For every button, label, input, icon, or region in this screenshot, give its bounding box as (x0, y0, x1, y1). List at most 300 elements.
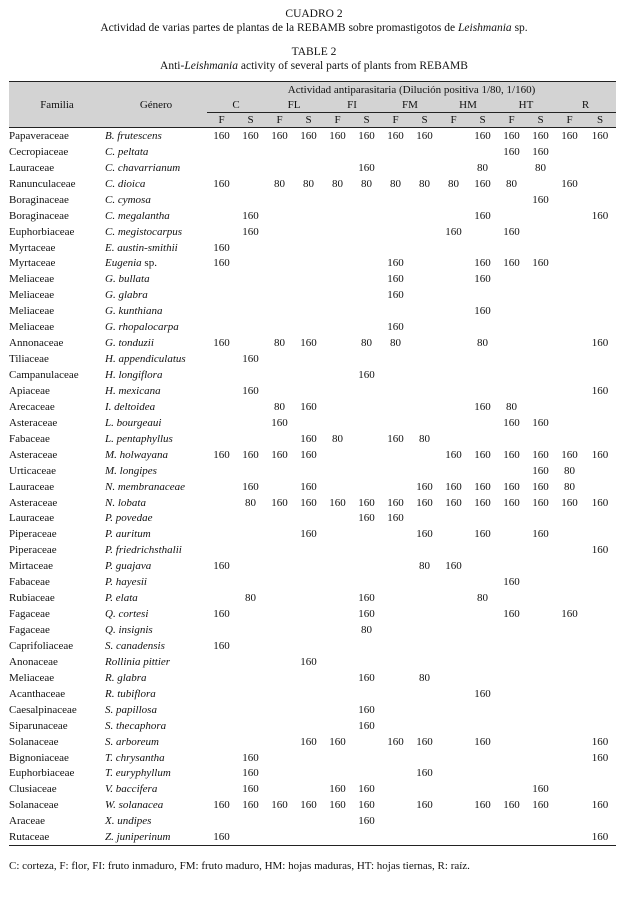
value-cell (236, 702, 265, 718)
value-cell (236, 526, 265, 542)
value-cell (265, 654, 294, 670)
value-cell (526, 558, 555, 574)
value-cell (381, 590, 410, 606)
value-cell (468, 622, 497, 638)
genero-name: Eugenia (105, 257, 142, 270)
genero-cell (105, 303, 207, 319)
familia-cell: Asteraceae (9, 416, 58, 429)
value-cell: 160 (474, 209, 491, 222)
value-cell: 160 (474, 257, 491, 270)
value-cell (584, 303, 616, 319)
spanish-caption (0, 21, 628, 35)
sub-header: S (236, 113, 265, 128)
value-cell (352, 463, 381, 479)
value-cell (381, 670, 410, 686)
value-cell (439, 367, 468, 383)
value-cell (584, 766, 616, 782)
value-cell (439, 351, 468, 367)
value-cell (265, 463, 294, 479)
value-cell (439, 383, 468, 399)
table-row (9, 383, 616, 399)
familia-cell: Papaveraceae (9, 129, 69, 142)
genero-cell (105, 287, 207, 303)
value-cell: 160 (532, 193, 549, 206)
value-cell: 160 (300, 448, 317, 461)
value-cell: 80 (419, 671, 430, 684)
value-cell (468, 144, 497, 160)
value-cell (323, 383, 352, 399)
value-cell (207, 654, 236, 670)
value-cell: 160 (474, 129, 491, 142)
value-cell: 80 (390, 177, 401, 190)
table-row (9, 829, 616, 845)
value-cell (236, 240, 265, 256)
value-cell (555, 526, 584, 542)
value-cell (294, 622, 323, 638)
value-cell (265, 670, 294, 686)
value-cell (555, 415, 584, 431)
value-cell (381, 686, 410, 702)
familia-cell: Cecropiaceae (9, 145, 69, 158)
footnote: C: corteza, F: flor, FI: fruto inmaduro, FM: fruto maduro, HM: hojas maduras, HT: hojas tiernas, R: raíz. (9, 860, 470, 873)
value-cell: 160 (591, 129, 609, 142)
table-body (9, 128, 616, 846)
value-cell: 80 (274, 337, 285, 350)
table-row (9, 128, 616, 144)
value-cell (439, 431, 468, 447)
genero-cell (105, 271, 207, 287)
value-cell: 160 (561, 129, 578, 142)
value-cell: 160 (242, 353, 259, 366)
value-cell: 160 (242, 767, 259, 780)
genero-cell (105, 558, 207, 574)
value-cell (555, 399, 584, 415)
value-cell (294, 287, 323, 303)
familia-cell: Araceae (9, 815, 46, 828)
value-cell (410, 447, 439, 463)
familia-cell: Lauraceae (9, 512, 55, 525)
genero-name: C. megalantha (105, 209, 170, 222)
value-cell (555, 734, 584, 750)
familia-cell: Clusiaceae (9, 783, 57, 796)
value-cell (439, 271, 468, 287)
value-cell (294, 256, 323, 272)
value-cell: 160 (242, 480, 259, 493)
value-cell: 160 (387, 496, 404, 509)
value-cell: 80 (361, 177, 372, 190)
value-cell (410, 750, 439, 766)
familia-cell: Ranunculaceae (9, 177, 76, 190)
familia-cell: Rutaceae (9, 829, 105, 845)
value-cell (265, 766, 294, 782)
value-cell (207, 303, 236, 319)
value-cell (410, 574, 439, 590)
value-cell: 160 (561, 448, 578, 461)
value-cell (497, 511, 526, 527)
value-cell (497, 829, 526, 845)
genero-cell (105, 208, 207, 224)
value-cell (468, 351, 497, 367)
value-cell (584, 160, 616, 176)
value-cell: 160 (358, 815, 375, 828)
value-cell (526, 590, 555, 606)
value-cell (555, 750, 584, 766)
value-cell (584, 351, 616, 367)
value-cell (323, 511, 352, 527)
familia-cell: Anonaceae (9, 655, 58, 668)
value-cell (294, 208, 323, 224)
sub-header: S (294, 113, 323, 128)
value-cell (323, 606, 352, 622)
value-cell: 160 (532, 145, 549, 158)
value-cell (352, 240, 381, 256)
value-cell (584, 622, 616, 638)
value-cell (439, 526, 468, 542)
familia-cell: Fabaceae (9, 576, 50, 589)
value-cell (584, 367, 616, 383)
genero-cell (105, 813, 207, 829)
value-cell: 160 (591, 496, 609, 509)
genero-cell (105, 383, 207, 399)
value-cell (584, 479, 616, 495)
value-cell: 80 (564, 480, 575, 493)
table-row (9, 287, 616, 303)
value-cell (352, 734, 381, 750)
table-header (9, 82, 616, 128)
genero-cell (105, 606, 207, 622)
value-cell (526, 176, 555, 192)
value-cell (439, 829, 468, 845)
value-cell (555, 351, 584, 367)
genero-cell (105, 622, 207, 638)
value-cell (207, 271, 236, 287)
genero-cell (105, 351, 207, 367)
value-cell (497, 287, 526, 303)
genero-name: C. megistocarpus (105, 225, 182, 238)
value-cell (526, 351, 555, 367)
value-cell (526, 287, 555, 303)
value-cell (323, 574, 352, 590)
value-cell (236, 319, 265, 335)
familia-cell: Arecaceae (9, 400, 55, 413)
value-cell: 160 (416, 129, 433, 142)
value-cell (526, 750, 555, 766)
genero-cell (105, 670, 207, 686)
value-cell (497, 750, 526, 766)
value-cell (352, 303, 381, 319)
value-cell (294, 351, 323, 367)
value-cell (352, 319, 381, 335)
value-cell (236, 829, 265, 845)
value-cell (497, 351, 526, 367)
genero-cell (105, 224, 207, 240)
value-cell (323, 367, 352, 383)
value-cell (410, 367, 439, 383)
value-cell: 160 (242, 448, 259, 461)
value-cell (352, 766, 381, 782)
value-cell (497, 526, 526, 542)
genero-cell (105, 495, 207, 511)
value-cell (265, 351, 294, 367)
value-cell (294, 319, 323, 335)
value-cell (381, 829, 410, 845)
value-cell (207, 590, 236, 606)
value-cell (323, 415, 352, 431)
value-cell (265, 638, 294, 654)
value-cell: 160 (474, 799, 491, 812)
group-header: FL (265, 98, 323, 113)
value-cell (381, 750, 410, 766)
value-cell (555, 638, 584, 654)
genero-name: G. rhopalocarpa (105, 321, 179, 334)
value-cell (323, 463, 352, 479)
value-cell (207, 766, 236, 782)
value-cell (584, 415, 616, 431)
genero-name: S. thecaphora (105, 719, 167, 732)
value-cell (294, 240, 323, 256)
group-header: C (207, 98, 265, 113)
value-cell: 80 (419, 560, 430, 573)
value-cell (323, 718, 352, 734)
group-header: FI (323, 98, 381, 113)
table-row (9, 415, 616, 431)
value-cell (439, 654, 468, 670)
genero-cell (105, 256, 207, 272)
value-cell (468, 574, 497, 590)
value-cell (584, 431, 616, 447)
genero-cell (105, 192, 207, 208)
value-cell (410, 287, 439, 303)
value-cell (236, 463, 265, 479)
value-cell (323, 542, 352, 558)
familia-cell: Siparunaceae (9, 719, 68, 732)
value-cell (584, 574, 616, 590)
familia-header: Familia (9, 82, 105, 128)
familia-cell: Piperaceae (9, 528, 57, 541)
value-cell (526, 718, 555, 734)
value-cell: 160 (213, 337, 230, 350)
value-cell (381, 367, 410, 383)
table-row (9, 335, 616, 351)
value-cell (323, 638, 352, 654)
value-cell (381, 399, 410, 415)
value-cell (236, 176, 265, 192)
value-cell (352, 750, 381, 766)
value-cell (468, 654, 497, 670)
value-cell: 160 (503, 145, 520, 158)
group-header: R (555, 98, 616, 113)
value-cell: 160 (358, 161, 375, 174)
value-cell (555, 813, 584, 829)
genero-name: I. deltoidea (105, 400, 156, 413)
sub-header: F (265, 113, 294, 128)
value-cell (381, 383, 410, 399)
genero-name: G. kunthiana (105, 305, 163, 318)
value-cell: 80 (361, 337, 372, 350)
value-cell (265, 383, 294, 399)
value-cell (526, 367, 555, 383)
value-cell (265, 160, 294, 176)
value-cell (323, 766, 352, 782)
value-cell (236, 431, 265, 447)
value-cell: 80 (477, 337, 488, 350)
value-cell: 160 (271, 448, 288, 461)
value-cell (352, 256, 381, 272)
value-cell (207, 495, 236, 511)
value-cell (381, 542, 410, 558)
value-cell: 160 (300, 432, 317, 445)
value-cell (265, 271, 294, 287)
value-cell (497, 670, 526, 686)
value-cell (410, 702, 439, 718)
familia-cell: Meliaceae (9, 273, 55, 286)
value-cell (526, 303, 555, 319)
value-cell (439, 542, 468, 558)
value-cell (468, 766, 497, 782)
table-label: TABLE 2 (291, 46, 337, 58)
value-cell (439, 718, 468, 734)
familia-cell: Asteraceae (9, 448, 58, 461)
genero-cell (105, 686, 207, 702)
value-cell (207, 224, 236, 240)
value-cell (207, 160, 236, 176)
value-cell: 160 (207, 829, 236, 845)
value-cell: 160 (532, 416, 549, 429)
value-cell (497, 319, 526, 335)
value-cell (526, 813, 555, 829)
value-cell (381, 303, 410, 319)
value-cell (526, 240, 555, 256)
value-cell (265, 734, 294, 750)
value-cell (381, 813, 410, 829)
familia-cell: Meliaceae (9, 321, 55, 334)
genero-cell (105, 463, 207, 479)
value-cell (584, 224, 616, 240)
value-cell (410, 256, 439, 272)
familia-cell: Meliaceae (9, 289, 55, 302)
value-cell (497, 240, 526, 256)
value-cell: 160 (300, 129, 317, 142)
genero-name: M. holwayana (105, 448, 168, 461)
value-cell (410, 511, 439, 527)
value-cell (555, 192, 584, 208)
value-cell: 160 (387, 432, 404, 445)
value-cell (584, 144, 616, 160)
value-cell: 160 (474, 735, 491, 748)
sub-header: S (584, 113, 616, 128)
value-cell (294, 686, 323, 702)
value-cell (555, 766, 584, 782)
value-cell (207, 542, 236, 558)
value-cell (497, 558, 526, 574)
value-cell (381, 415, 410, 431)
value-cell: 160 (445, 225, 462, 238)
value-cell (584, 558, 616, 574)
value-cell: 160 (329, 735, 346, 748)
value-cell (294, 271, 323, 287)
table-row (9, 303, 616, 319)
value-cell (207, 781, 236, 797)
value-cell: 160 (416, 799, 433, 812)
genero-name: S. arboreum (105, 735, 159, 748)
value-cell (236, 144, 265, 160)
value-cell (468, 224, 497, 240)
value-cell (323, 670, 352, 686)
value-cell (468, 192, 497, 208)
value-cell (555, 224, 584, 240)
value-cell (265, 718, 294, 734)
value-cell (584, 526, 616, 542)
value-cell: 160 (445, 448, 462, 461)
cuadro-label: CUADRO 2 (285, 8, 343, 20)
value-cell (468, 558, 497, 574)
genero-name: R. tubiflora (105, 687, 156, 700)
genero-name: C. chavarrianum (105, 161, 181, 174)
value-cell (265, 256, 294, 272)
familia-cell: Caprifoliaceae (9, 639, 74, 652)
value-cell (265, 813, 294, 829)
value-cell (410, 192, 439, 208)
value-cell (265, 622, 294, 638)
value-cell (236, 638, 265, 654)
value-cell (323, 287, 352, 303)
value-cell (526, 622, 555, 638)
genero-name: G. bullata (105, 273, 150, 286)
value-cell (352, 638, 381, 654)
value-cell (468, 670, 497, 686)
genero-name: L. bourgeaui (105, 416, 162, 429)
value-cell: 160 (591, 384, 609, 397)
value-cell (323, 479, 352, 495)
genero-cell (105, 766, 207, 782)
value-cell (526, 766, 555, 782)
value-cell (526, 511, 555, 527)
value-cell (468, 781, 497, 797)
table-row (9, 208, 616, 224)
value-cell (439, 638, 468, 654)
value-cell (410, 144, 439, 160)
value-cell (497, 654, 526, 670)
value-cell (555, 271, 584, 287)
value-cell (323, 335, 352, 351)
value-cell (323, 240, 352, 256)
value-cell: 80 (274, 177, 285, 190)
value-cell (468, 431, 497, 447)
value-cell (410, 590, 439, 606)
sub-header: S (526, 113, 555, 128)
value-cell (584, 240, 616, 256)
value-cell (526, 271, 555, 287)
value-cell (236, 511, 265, 527)
genero-name: Q. cortesi (105, 608, 149, 621)
english-caption (0, 59, 628, 73)
value-cell (323, 192, 352, 208)
value-cell (584, 654, 616, 670)
value-cell (381, 638, 410, 654)
value-cell: 160 (474, 448, 491, 461)
value-cell (207, 702, 236, 718)
value-cell (410, 463, 439, 479)
value-cell: 160 (242, 384, 259, 397)
value-cell (584, 271, 616, 287)
value-cell (352, 431, 381, 447)
value-cell (352, 415, 381, 431)
value-cell: 160 (416, 767, 433, 780)
value-cell: 160 (445, 480, 462, 493)
value-cell (468, 383, 497, 399)
value-cell (468, 813, 497, 829)
value-cell: 160 (503, 608, 520, 621)
